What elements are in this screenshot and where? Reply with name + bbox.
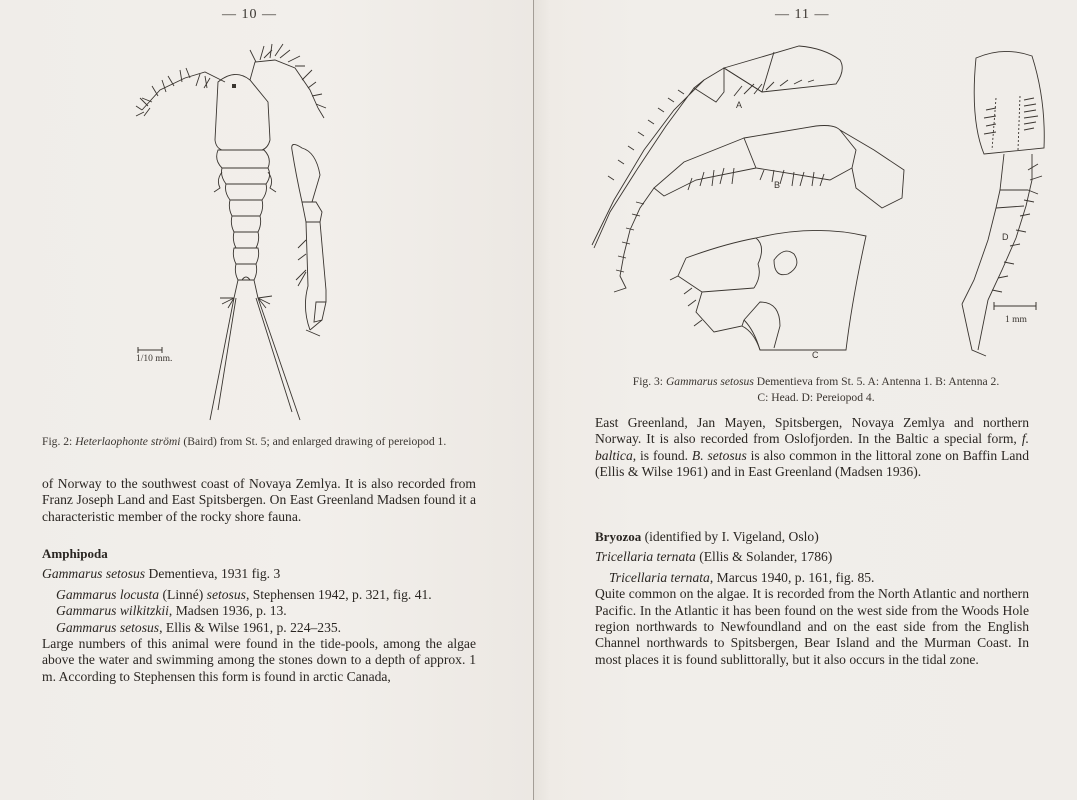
- panel-label-a: A: [736, 100, 743, 110]
- figure-3-caption: Fig. 3: Gammarus setosus Dementieva from St. 5. A: Antenna 1. B: Antenna 2. C: Head. D: Pereiopod 4.: [632, 375, 1000, 404]
- figure-2-caption: Fig. 2: Heterlaophonte strömi (Baird) from St. 5; and enlarged drawing of pereiopod 1.: [42, 435, 447, 448]
- page-number: — 11 —: [775, 7, 830, 22]
- scale-bar-label: 1 mm: [1005, 315, 1027, 325]
- panel-label-d: D: [1002, 232, 1009, 242]
- section-body: Quite common on the algae. It is recorded from the North Atlantic and northern Pacific. In the Atlantic it has been found on the west side from the Woods Hole region northwards to Newfoundland and on the east side from the English Channel northwards to Spitsbergen, Bear Island and the Murman Coast. In most places it is found sublittorally, but it also occurs in the tidal zone.: [595, 586, 1029, 667]
- continuation-paragraph: of Norway to the southwest coast of Novaya Zemlya. It is also recorded from Franz Joseph Land and East Spitsbergen. On East Greenland Madsen found it a characteristic member of the rocky shore fauna.: [42, 476, 476, 524]
- panel-label-b: B: [774, 180, 781, 190]
- gammarus-illustration: [584, 40, 1064, 370]
- figure-3-gammarus-drawing: [584, 40, 1064, 370]
- amphipoda-section: [42, 546, 476, 685]
- species-entry: Gammarus setosus Dementieva, 1931 fig. 3: [42, 566, 281, 582]
- synonym-1: Gammarus wilkitzkii, Madsen 1936, p. 13.: [56, 603, 287, 619]
- synonym-0: Tricellaria ternata, Marcus 1940, p. 161, fig. 85.: [609, 569, 875, 585]
- scale-bar-label: 1/10 mm.: [136, 354, 173, 364]
- continuation-paragraph-p11: East Greenland, Jan Mayen, Spitsbergen, Novaya Zemlya and northern Norway. It is also recorded from Oslofjorden. In the Baltic a special form, f. baltica, is found. B. setosus is also common in the littoral zone on Baffin Land (Ellis & Wilse 1961) and in East Greenland (Madsen 1936).: [595, 415, 1029, 480]
- copepod-illustration: [130, 40, 370, 430]
- synonym-2: Gammarus setosus, Ellis & Wilse 1961, p. 224–235.: [56, 619, 342, 635]
- section-heading: Bryozoa (identified by I. Vigeland, Oslo): [595, 529, 819, 544]
- panel-label-c: C: [812, 350, 819, 360]
- page-number: — 10 —: [222, 7, 277, 22]
- synonym-0: Gammarus locusta (Linné) setosus, Stephensen 1942, p. 321, fig. 41.: [56, 586, 432, 602]
- page-10: [0, 0, 534, 800]
- bryozoa-section: [595, 529, 1029, 668]
- species-entry: Tricellaria ternata (Ellis & Solander, 1786): [595, 549, 833, 565]
- figure-2-copepod-drawing: [130, 40, 370, 430]
- section-heading: Amphipoda: [42, 546, 108, 561]
- section-body: Large numbers of this animal were found in the tide-pools, among the algae above the water and swimming among the stones down to a depth of approx. 1 m. According to Stephensen this form is found in arctic Canada,: [42, 636, 476, 684]
